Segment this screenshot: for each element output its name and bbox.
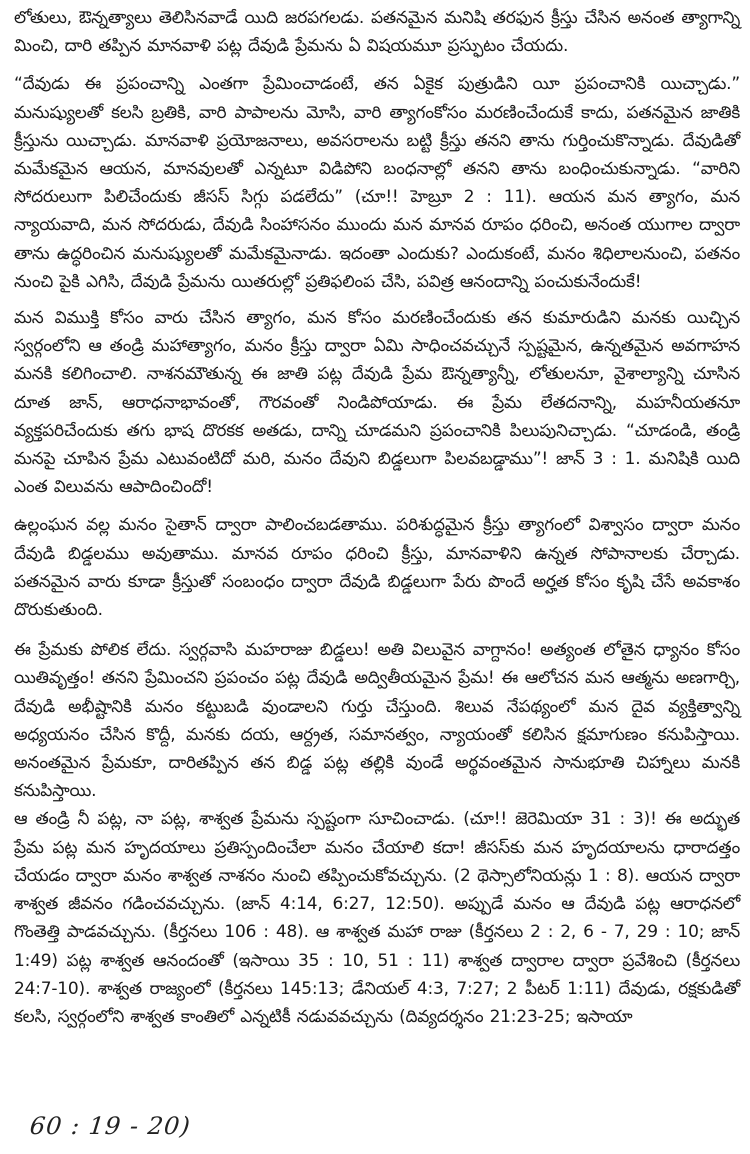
paragraph-1: లోతులు, ఔన్నత్యాలు తెలిసినవాడే యిది జరపగలడు. పతనమైన మనిషి తరఫున క్రీస్తు చేసిన అనంత త్యాగాన్ని మించి, దారి తప్పిన మానవాళి పట్ల దేవుడి ప్రేమను ఏ విషయమూ ప్రస్ఫుటం చేయదు. <box>14 8 740 57</box>
paragraph-4: ఉల్లంఘన వల్ల మనం సైతాన్ ద్వారా పాలించబడతాము. పరిశుద్ధమైన క్రీస్తు త్యాగంలో విశ్వాసం ద్వారా మనం దేవుడి బిడ్డలము అవుతాము. మానవ రూపం ధరించి క్రీస్తు, మానవాళిని ఉన్నత సోపానాలకు చేర్చాడు. పతనమైన వారు కూడా క్రీస్తుతో సంబంధం ద్వారా దేవుడి బిడ్డలుగా పేరు పొందే అర్హత కోసం కృషి చేసే అవకాశం దొరుకుతుంది. <box>14 515 740 621</box>
paragraph-3: మన విముక్తి కోసం వారు చేసిన త్యాగం, మన కోసం మరణించేందుకు తన కుమారుడిని మనకు యిచ్చిన స్వర్గంలోని ఆ తండ్రి మహాత్యాగం, మనం క్రీస్తు ద్వారా ఏమి సాధించవచ్చునే స్పష్టమైన, ఉన్నతమైన అవగాహన మనకి కలిగించాలి. నాశనమౌతున్న ఈ జాతి పట్ల దేవుడి ప్రేమ ఔన్నత్యాన్నీ, లోతులనూ, వైశాల్యాన్ని చూసిన దూత జాన్, ఆరాధనాభావంతో, గౌరవంతో నిండిపోయాడు. ఈ ప్రేమ లేతదనాన్ని, మహనీయతనూ వ్యక్తపరిచేందుకు తగు భాష దొరకక అతడు, దాన్ని చూడమని ప్రపంచానికి పిలుపునిచ్చాడు. “చూడండి, తండ్రి మనపై చూపిన ప్రేమ ఎటువంటిదో మరి, మనం దేవుని బిడ్డలుగా పిలవబడ్డాము”! జాన్ 3 : 1. మనిషికి యిది ఎంత విలువను ఆపాదించిందో! <box>14 308 740 498</box>
paragraph-2: “దేవుడు ఈ ప్రపంచాన్ని ఎంతగా ప్రేమించాడంటే, తన ఏకైక పుత్రుడిని యీ ప్రపంచానికి యిచ్చాడు.” మనుష్యులతో కలసి బ్రతికి, వారి పాపాలను మోసి, వారి త్యాగంకోసం మరణించేందుకే కాదు, పతనమైన జాతికి క్రీస్తును యిచ్చాడు. మానవాళి ప్రయోజనాలు, అవసరాలను బట్టి క్రీస్తు తనని తాను గుర్తించుకొన్నాడు. దేవుడితో మమేకమైన ఆయన, మానవులతో ఎన్నటూ విడిపోని బంధనాల్లో తనని తాను బంధించుకున్నాడు. “వారిని సోదరులుగా పిలిచేందుకు జీసస్ సిగ్గు పడలేదు” (చూ!! హెబ్రూ 2 : 11). ఆయన మన త్యాగం, మన న్యాయవాది, మన సోదరుడు, దేవుడి సింహాసనం ముందు మన మానవ రూపం ధరించి, అనంత యుగాల ద్వారా తాను ఉద్ధరించిన మనుష్యులతో మమేకమైనాడు. ఇదంతా ఎందుకు? ఎందుకంటే, మనం శిధిలాలనుంచి, పతనం నుంచి పైకి ఎగిసి, దేవుడి ప్రేమను యితరుల్లో ప్రతిఫలింప చేసి, పవిత్ర ఆనందాన్ని పంచుకునేందుకే! <box>14 74 740 292</box>
paragraph-6: ఆ తండ్రి నీ పట్ల, నా పట్ల, శాశ్వత ప్రేమను స్పష్టంగా సూచించాడు. (చూ!! జెరెమియా 31 : 3)! ఈ అద్భుత ప్రేమ పట్ల మన హృదయాలు ప్రతిస్పందించేలా మనం చేయాలి కదా! జీసస్‌కు మన హృదయాలను ధారాదత్తం చేయడం ద్వారా మనం శాశ్వత నాశనం నుంచి తప్పించుకోవచ్చును. (2 థెస్సాలోనియన్లు 1 : 8). ఆయన ద్వారా శాశ్వత జీవనం గడించవచ్చును. (జాన్ 4:14, 6:27, 12:50). అప్పుడే మనం ఆ దేవుడి పట్ల ఆరాధనలో గొంతెత్తి పాడవచ్చును. (కీర్తనలు 106 : 48). ఆ శాశ్వత మహా రాజు (కీర్తనలు 2 : 2, 6 - 7, 29 : 10; జాన్ 1:49) పట్ల శాశ్వత ఆనందంతో (ఇసాయి 35 : 10, 51 : 11) శాశ్వత ద్వారాల ద్వారా ప్రవేశించి (కీర్తనలు 24:7-10). శాశ్వత రాజ్యంలో (కీర్తనలు 145:13; డేనియల్ 4:3, 7:27; 2 పీటర్ 1:11) దేవుడు, రక్షకుడితో కలసి, స్వర్గంలోని శాశ్వత కాంతిలో ఎన్నటికీ నడువవచ్చును (దివ్యదర్శనం 21:23-25; ఇసాయా <box>14 809 740 1027</box>
handwritten-reference: 60 : 19 - 20) <box>28 1112 193 1140</box>
paragraph-5: ఈ ప్రేమకు పోలిక లేదు. స్వర్గవాసి మహరాజు బిడ్డలు! అతి విలువైన వాగ్దానం! అత్యంత లోతైన ధ్యానం కోసం యితివృత్తం! తనని ప్రేమించని ప్రపంచం పట్ల దేవుడి అద్వితీయమైన ప్రేమ! ఈ ఆలోచన మన ఆత్మను అణగార్చి, దేవుడి అభీష్టానికి మనం కట్టుబడి వుండాలని గుర్తు చేస్తుంది. శిలువ నేపథ్యంలో మన దైవ వ్యక్తిత్వాన్ని అధ్యయనం చేసిన కొద్దీ, మనకు దయ, ఆర్ద్రత, సమానత్వం, న్యాయంతో కలిసిన క్షమాగుణం కనుపిస్తాయి. అనంతమైన ప్రేమకూ, దారితప్పిన తన బిడ్డ పట్ల తల్లికి వుండే అర్థవంతమైన సానుభూతి చిహ్నాలు మనకి కనుపిస్తాయి. <box>14 640 740 802</box>
